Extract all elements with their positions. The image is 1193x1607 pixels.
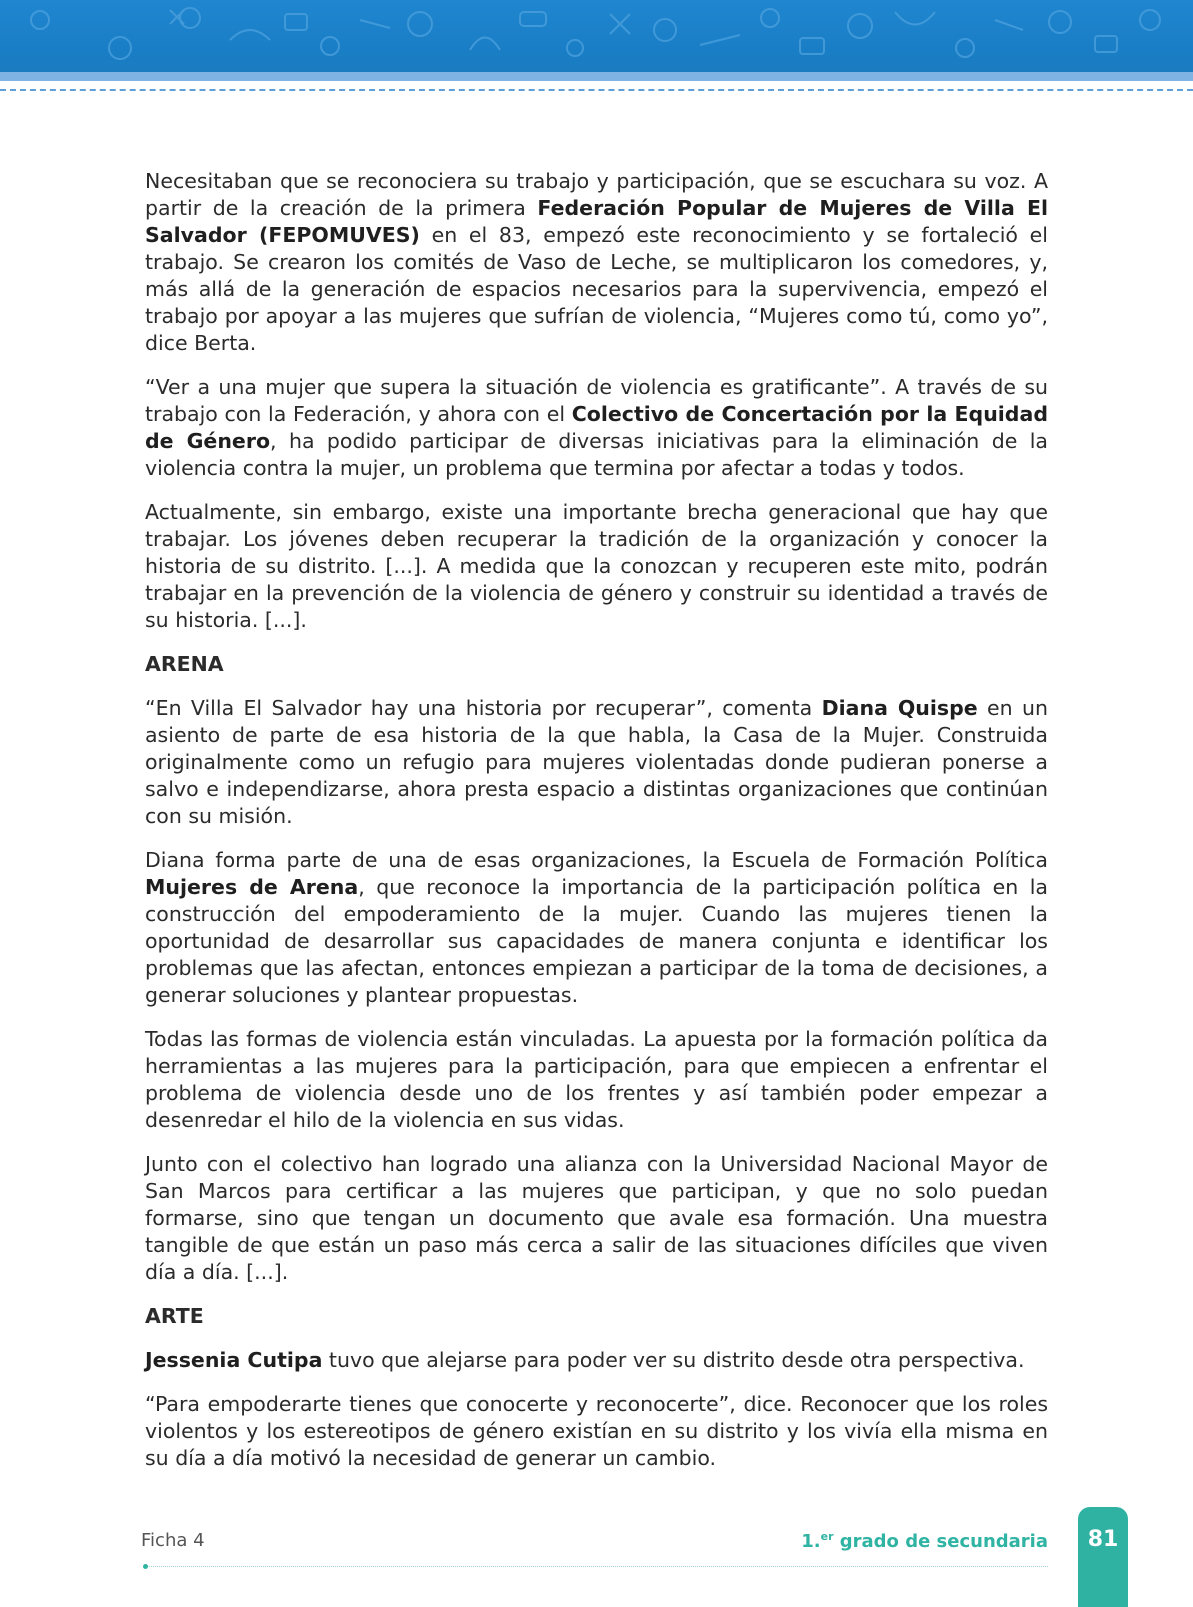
paragraph-3: Actualmente, sin embargo, existe una importante brecha generacional que hay que trabajar. Los jóvenes deben recuperar la tradición de la organización y conocer la historia de su distrito. [...]. A medida que la conozcan y recuperen este mito, podrán trabajar en la prevención de la violencia de género y construir su identidad a través de su historia. [...]. [145,500,1048,632]
header-stripe [0,72,1193,81]
bold-term: Mujeres de Arena [145,875,359,899]
section-heading-arte: ARTE [145,1304,204,1328]
paragraph-4: “En Villa El Salvador hay una historia por recuperar”, comenta Diana Quispe en un asiento de parte de esa historia de la que habla, la Casa de la Mujer. Construida originalmente como un refugio para mujeres violentadas donde pudieran ponerse a salvo e independizarse, ahora presta espacio a distintas organizaciones que continúan con su misión. [145,696,1048,828]
header-band [0,0,1193,72]
footer-ficha: Ficha 4 [141,1530,205,1551]
paragraph-9: “Para empoderarte tienes que conocerte y reconocerte”, dice. Reconocer que los roles violentos y los estereotipos de género existían en su distrito y los vivía ella misma en su día a día motivó la necesidad de generar un cambio. [145,1392,1048,1470]
paragraph-1: Necesitaban que se reconociera su trabajo y participación, que se escuchara su voz. A partir de la creación de la primera Federación Popular de Mujeres de Villa El Salvador (FEPOMUVES) en el 83, empezó este reconocimiento y se fortaleció el trabajo. Se crearon los comités de Vaso de Leche, se multiplicaron los comedores, y, más allá de la generación de espacios necesarios para la supervivencia, empezó el trabajo por apoyar a las mujeres que sufrían de violencia, “Mujeres como tú, como yo”, dice Berta. [145,169,1048,355]
footer-rule [145,1566,1048,1567]
paragraph-8: Jessenia Cutipa tuvo que alejarse para poder ver su distrito desde otra perspectiva. [145,1348,1025,1372]
bold-term: Federación Popular de Mujeres de Villa El Salvador (FEPOMUVES) [145,196,1048,247]
section-heading-arena: ARENA [145,652,224,676]
article-body [145,168,1048,1489]
paragraph-5: Diana forma parte de una de esas organizaciones, la Escuela de Formación Política Mujeres de Arena, que reconoce la importancia de la participación política en la construcción del empoderamiento de la mujer. Cuando las mujeres tienen la oportunidad de desarrollar sus capacidades de manera conjunta e identificar los problemas que las afectan, entonces empiezan a participar de la toma de decisiones, a generar soluciones y plantear propuestas. [145,848,1048,1007]
paragraph-6: Todas las formas de violencia están vinculadas. La apuesta por la formación política da herramientas a las mujeres para la participación, para que empiecen a enfrentar el problema de violencia desde uno de los frentes y así también poder empezar a desenredar el hilo de la violencia en sus vidas. [145,1027,1048,1132]
bold-term: Colectivo de Concertación por la Equidad de Género [145,402,1048,453]
page-number: 81 [1087,1527,1119,1552]
page-number-tab [1078,1507,1128,1607]
doodle-pattern-icon [0,0,1193,72]
footer-grade: 1.$^{er}$ grado de secundaria [801,1530,1048,1552]
bold-term: Diana Quispe [821,696,978,720]
footer-dot [143,1564,148,1569]
bold-term: Jessenia Cutipa [145,1348,323,1372]
header-divider [0,89,1193,91]
paragraph-2: “Ver a una mujer que supera la situación de violencia es gratificante”. A través de su trabajo con la Federación, y ahora con el Colectivo de Concertación por la Equidad de Género, ha podido participar de diversas iniciativas para la eliminación de la violencia contra la mujer, un problema que termina por afectar a todas y todos. [145,375,1048,480]
paragraph-7: Junto con el colectivo han logrado una alianza con la Universidad Nacional Mayor de San Marcos para certificar a las mujeres que participan, y que no solo puedan formarse, sino que tengan un documento que avale esa formación. Una muestra tangible de que están un paso más cerca a salir de las situaciones difíciles que viven día a día. [...]. [145,1152,1048,1284]
